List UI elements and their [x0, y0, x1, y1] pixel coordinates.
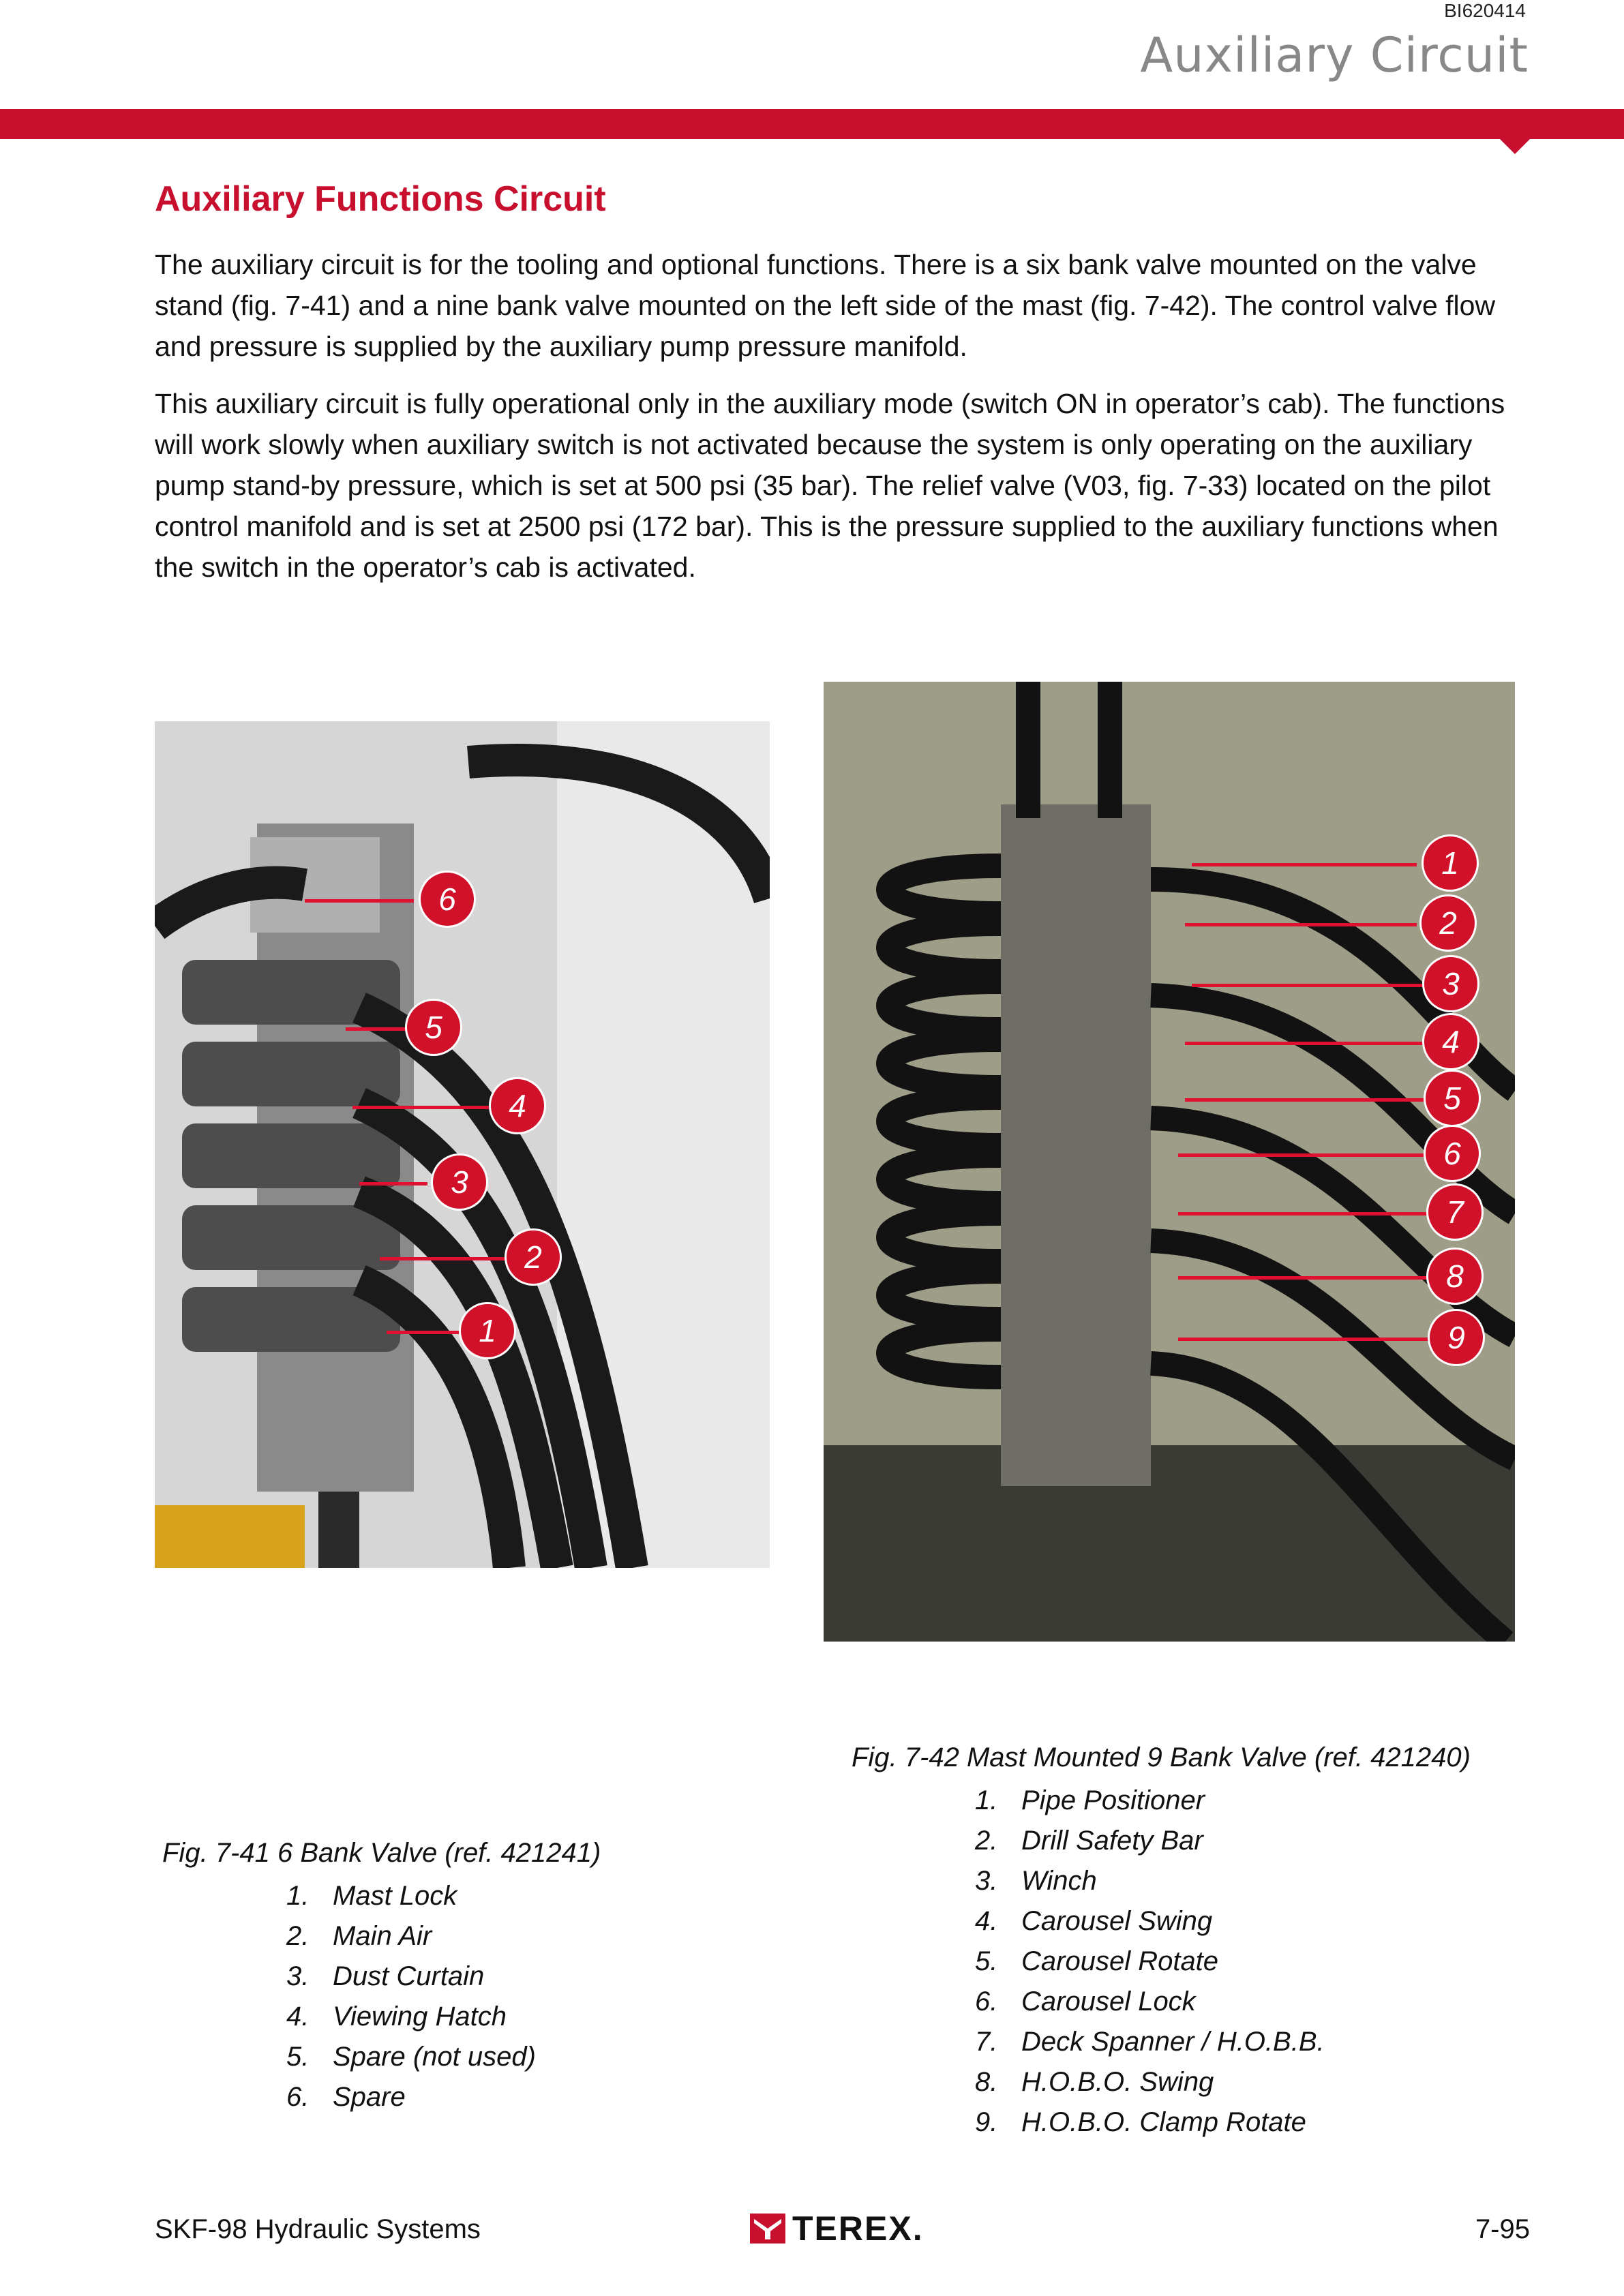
list-item: 7. Deck Spanner / H.O.B.B.	[975, 2027, 1325, 2057]
list-item: 4. Carousel Swing	[975, 1906, 1213, 1936]
callout-badge: 9	[1430, 1311, 1483, 1364]
figure-7-41-legend	[286, 1876, 536, 2117]
callout-arrow	[1185, 1098, 1424, 1102]
callout-arrow	[1185, 923, 1417, 926]
callout-badge: 4	[1424, 1015, 1477, 1068]
list-item: 5. Spare (not used)	[286, 2042, 536, 2072]
callout-arrow	[1178, 1212, 1430, 1215]
list-item: 3. Dust Curtain	[286, 1961, 485, 1991]
callout-arrow	[359, 1182, 427, 1185]
photo-6-bank-valve	[155, 721, 770, 1568]
callout-badge: 8	[1428, 1250, 1482, 1303]
page-heading: Auxiliary Functions Circuit	[155, 179, 606, 219]
callout-arrow	[380, 1257, 509, 1260]
callout-badge: 6	[421, 873, 474, 926]
figure-caption-7-41: Fig. 7-41 6 Bank Valve (ref. 421241)	[162, 1838, 601, 1868]
header-bar	[0, 109, 1624, 139]
callout-badge: 4	[491, 1079, 544, 1132]
callout-badge: 3	[433, 1155, 486, 1209]
callout-badge: 2	[507, 1230, 560, 1284]
list-item: 1. Mast Lock	[286, 1881, 457, 1911]
callout-arrow	[1178, 1338, 1430, 1341]
section-title: Auxiliary Circuit	[1140, 27, 1529, 83]
doc-id: BI620414	[1444, 0, 1526, 21]
callout-arrow	[1192, 984, 1424, 987]
paragraph-1: The auxiliary circuit is for the tooling and optional functions. There is a six bank valve mounted on the valve stand (fig. 7-41) and a nine bank valve mounted on the left side of the mast (fig. 7-42). The control valve flow and pressure is supplied by the auxiliary pump pressure manifold.	[155, 249, 1496, 362]
list-item: 3. Winch	[975, 1866, 1097, 1896]
terex-logo-text: TEREX.	[792, 2209, 924, 2248]
callout-arrow	[1178, 1276, 1430, 1280]
callout-arrow	[352, 1106, 489, 1109]
valve-photo-illustration	[824, 682, 1515, 1642]
list-item: 1. Pipe Positioner	[975, 1785, 1205, 1815]
list-item: 2. Main Air	[286, 1921, 432, 1951]
callout-badge: 5	[1426, 1072, 1479, 1125]
callout-badge: 6	[1426, 1127, 1479, 1180]
callout-arrow	[305, 899, 414, 903]
callout-badge: 2	[1422, 896, 1475, 950]
figure-7-42-legend	[975, 1781, 1325, 2143]
list-item: 8. H.O.B.O. Swing	[975, 2067, 1214, 2097]
callout-badge: 1	[461, 1304, 514, 1357]
valve-photo-illustration	[155, 721, 770, 1568]
callout-arrow	[387, 1331, 462, 1334]
figure-caption-7-42: Fig. 7-42 Mast Mounted 9 Bank Valve (ref. 421240)	[852, 1742, 1471, 1772]
list-item: 4. Viewing Hatch	[286, 2002, 507, 2031]
list-item: 5. Carousel Rotate	[975, 1946, 1219, 1976]
page-number: 7-95	[1475, 2214, 1530, 2244]
photo-9-bank-valve	[824, 682, 1515, 1642]
header-bar-notch	[1500, 139, 1530, 154]
list-item: 6. Carousel Lock	[975, 1987, 1196, 2016]
list-item: 6. Spare	[286, 2082, 406, 2112]
callout-arrow	[1192, 863, 1417, 866]
terex-logo-mark-icon	[750, 2214, 785, 2244]
callout-arrow	[1185, 1042, 1424, 1045]
list-item: 2. Drill Safety Bar	[975, 1826, 1203, 1856]
callout-badge: 3	[1424, 957, 1477, 1010]
callout-badge: 7	[1428, 1185, 1482, 1239]
footer-title: SKF-98 Hydraulic Systems	[155, 2214, 481, 2244]
callout-badge: 1	[1424, 836, 1477, 890]
callout-arrow	[1178, 1153, 1424, 1157]
callout-badge: 5	[407, 1001, 460, 1054]
list-item: 9. H.O.B.O. Clamp Rotate	[975, 2107, 1306, 2137]
terex-logo	[750, 2209, 924, 2248]
paragraph-2: This auxiliary circuit is fully operational only in the auxiliary mode (switch ON in operator’s cab). The functions will work slowly when auxiliary switch is not activated because the system is only operating on the auxiliary pump stand-by pressure, which is set at 500 psi (35 bar). The relief valve (V03, fig. 7-33) located on the pilot control manifold and is set at 2500 psi (172 bar). This is the pressure supplied to the auxiliary functions when the switch in the operator’s cab is activated.	[155, 388, 1505, 583]
